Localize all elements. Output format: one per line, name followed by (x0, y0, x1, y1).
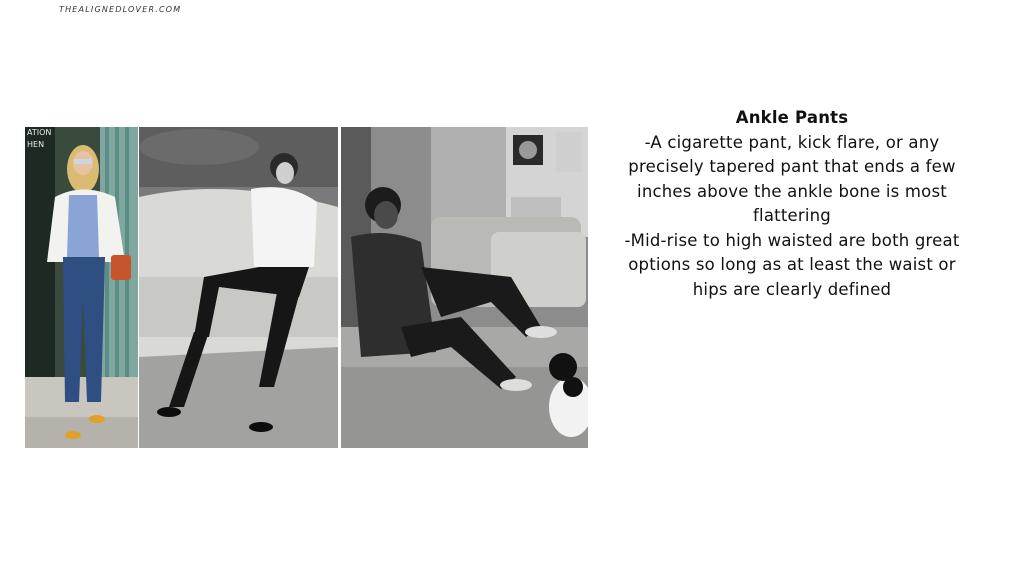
description-line: -A cigarette pant, kick flare, or any (644, 132, 940, 152)
section-title: Ankle Pants (735, 108, 849, 127)
description-line: -Mid-rise to high waisted are both great (624, 230, 960, 250)
ankle-pants-description (612, 106, 972, 302)
woman-sofa-ankle-pants-photo (139, 127, 338, 448)
woman-bench-cropped-pants-photo (341, 127, 588, 448)
svg-text:HEN: HEN (27, 140, 45, 149)
description-line: inches above the ankle bone is most (637, 181, 947, 201)
site-label: THEALIGNEDLOVER.COM (59, 5, 182, 14)
description-line: precisely tapered pant that ends a few (628, 157, 956, 176)
woman-street-jeans-photo (25, 127, 138, 448)
description-line: flattering (753, 206, 831, 225)
svg-text:ATION: ATION (27, 128, 52, 137)
description-line: options so long as at least the waist or (628, 255, 956, 274)
description-line: hips are clearly defined (692, 279, 892, 299)
